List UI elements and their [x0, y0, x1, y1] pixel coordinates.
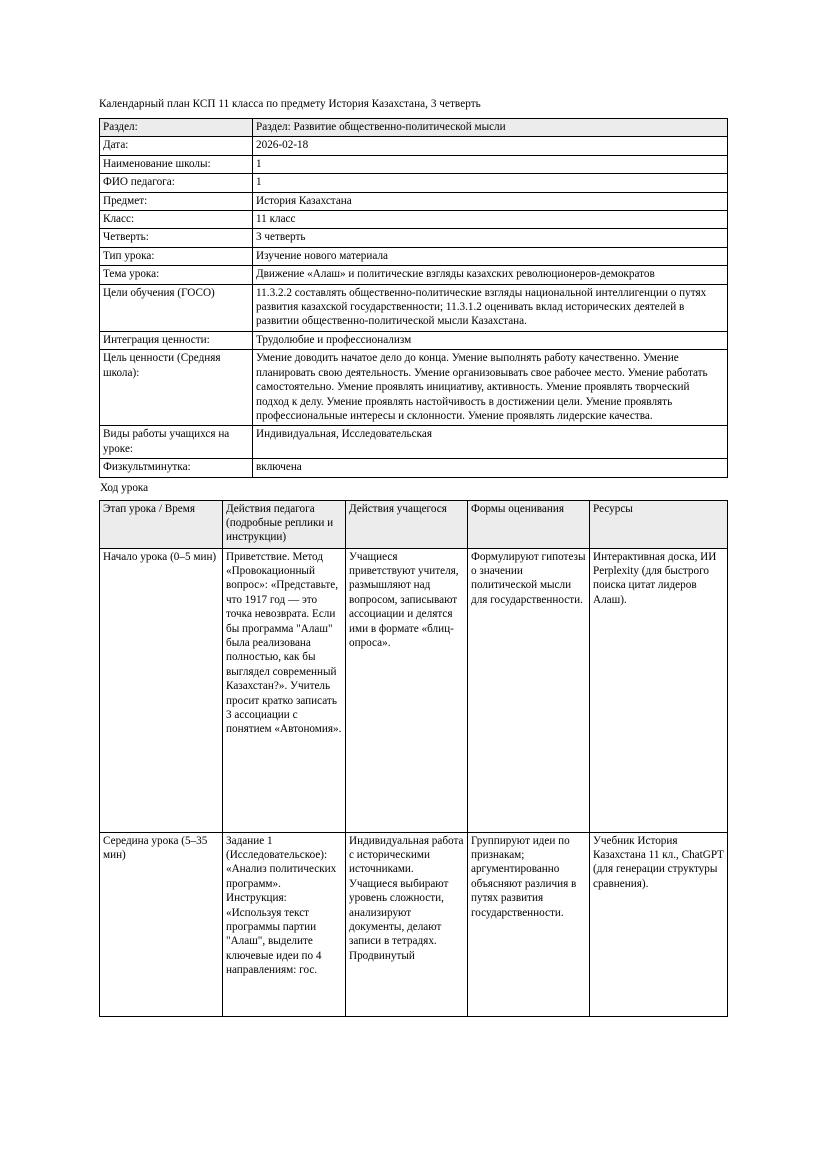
table-row: [100, 247, 728, 265]
student-actions-cell: Индивидуальная работа с историческими источниками. Учащиеся выбирают уровень сложности, анализируют документы, делают записи в тетрадях. Продвинутый: [346, 832, 468, 1016]
table-row: [100, 119, 728, 137]
info-value-cell: 3 четверть: [253, 229, 728, 247]
table-row: [100, 174, 728, 192]
lesson-flow-heading: Ход урока: [100, 481, 149, 494]
lesson-flow-header: [100, 500, 728, 548]
table-row: [100, 350, 728, 426]
stage-cell: Середина урока (5–35 мин): [100, 832, 223, 1016]
column-header: Действия учащегося: [346, 500, 468, 548]
resources-cell: Интерактивная доска, ИИ Perplexity (для быстрого поиска цитат лидеров Алаш).: [590, 548, 728, 832]
assessment-cell: Группируют идеи по признакам; аргументированно объясняют различия в путях развития государственности.: [468, 832, 590, 1016]
info-value-cell: 11 класс: [253, 211, 728, 229]
column-header: Действия педагога (подробные реплики и инструкции): [223, 500, 346, 548]
info-value-cell: 11.3.2.2 составлять общественно-политические взгляды национальной интеллигенции о путях развития казахской государственности; 11.3.1.2 оценивать вклад исторических деятелей в развитии общественно-политической мысли Казахстана.: [253, 284, 728, 331]
info-value-cell: Изучение нового материала: [253, 247, 728, 265]
table-header-row: [100, 500, 728, 548]
teacher-actions-cell: Задание 1 (Исследовательское): «Анализ политических программ». Инструкция: «Используя текст программы партии "Алаш", выделите ключевые идеи по 4 направлениям: гос.: [223, 832, 346, 1016]
table-row: [100, 832, 728, 1016]
info-label-cell: Виды работы учащихся на уроке:: [100, 426, 253, 459]
info-label-cell: Класс:: [100, 211, 253, 229]
info-label-cell: Наименование школы:: [100, 155, 253, 173]
info-label-cell: Интеграция ценности:: [100, 331, 253, 349]
student-actions-cell: Учащиеся приветствуют учителя, размышляют над вопросом, записывают ассоциации и делятся ими в формате «блиц-опроса».: [346, 548, 468, 832]
info-label-cell: Цели обучения (ГОСО): [100, 284, 253, 331]
info-value-cell: 1: [253, 155, 728, 173]
table-row: [100, 137, 728, 155]
column-header: Ресурсы: [590, 500, 728, 548]
info-label-cell: Тема урока:: [100, 266, 253, 284]
table-row: [100, 426, 728, 459]
column-header: Формы оценивания: [468, 500, 590, 548]
info-label-cell: Четверть:: [100, 229, 253, 247]
info-value-cell: Раздел: Развитие общественно-политической мысли: [253, 119, 728, 137]
table-row: [100, 155, 728, 173]
info-value-cell: Индивидуальная, Исследовательская: [253, 426, 728, 459]
info-label-cell: Дата:: [100, 137, 253, 155]
stage-cell: Начало урока (0–5 мин): [100, 548, 223, 832]
info-value-cell: 1: [253, 174, 728, 192]
table-row: [100, 266, 728, 284]
info-value-cell: Умение доводить начатое дело до конца. Умение выполнять работу качественно. Умение планировать свою деятельность. Умение организовывать свое рабочее место. Умение работать самостоятельно. Умение проявлять инициативу, активность. Умение проявлять творческий подход к делу. Умение проявлять настойчивость в достижении цели. Умение проявлять профессиональные интересы и склонности. Умение проявлять лидерские качества.: [253, 350, 728, 426]
column-header: Этап урока / Время: [100, 500, 223, 548]
table-row: [100, 331, 728, 349]
info-label-cell: Цель ценности (Средняя школа):: [100, 350, 253, 426]
table-row: [100, 229, 728, 247]
info-label-cell: Физкультминутка:: [100, 459, 253, 477]
info-value-cell: История Казахстана: [253, 192, 728, 210]
table-row: [100, 459, 728, 477]
table-row: [100, 211, 728, 229]
info-label-cell: Предмет:: [100, 192, 253, 210]
table-row: [100, 192, 728, 210]
info-label-cell: ФИО педагога:: [100, 174, 253, 192]
info-value-cell: Трудолюбие и профессионализм: [253, 331, 728, 349]
info-label-cell: Тип урока:: [100, 247, 253, 265]
page-title: Календарный план КСП 11 класса по предмету История Казахстана, 3 четверть: [99, 98, 481, 110]
info-label-cell: Раздел:: [100, 119, 253, 137]
lesson-info-table: [99, 118, 728, 478]
table-row: [100, 548, 728, 832]
teacher-actions-cell: Приветствие. Метод «Провокационный вопрос»: «Представьте, что 1917 год — это точка невозврата. Если бы программа "Алаш" была реализована полностью, как бы выглядел современный Казахстан?». Учитель просит кратко записать 3 ассоциации с понятием «Автономия».: [223, 548, 346, 832]
info-value-cell: 2026-02-18: [253, 137, 728, 155]
lesson-info-body: [100, 119, 728, 478]
lesson-flow-table: [99, 500, 728, 1017]
resources-cell: Учебник История Казахстана 11 кл., ChatGPT (для генерации структуры сравнения).: [590, 832, 728, 1016]
lesson-flow-body: [100, 548, 728, 1016]
table-row: [100, 284, 728, 331]
info-value-cell: Движение «Алаш» и политические взгляды казахских революционеров-демократов: [253, 266, 728, 284]
assessment-cell: Формулируют гипотезы о значении политической мысли для государственности.: [468, 548, 590, 832]
info-value-cell: включена: [253, 459, 728, 477]
